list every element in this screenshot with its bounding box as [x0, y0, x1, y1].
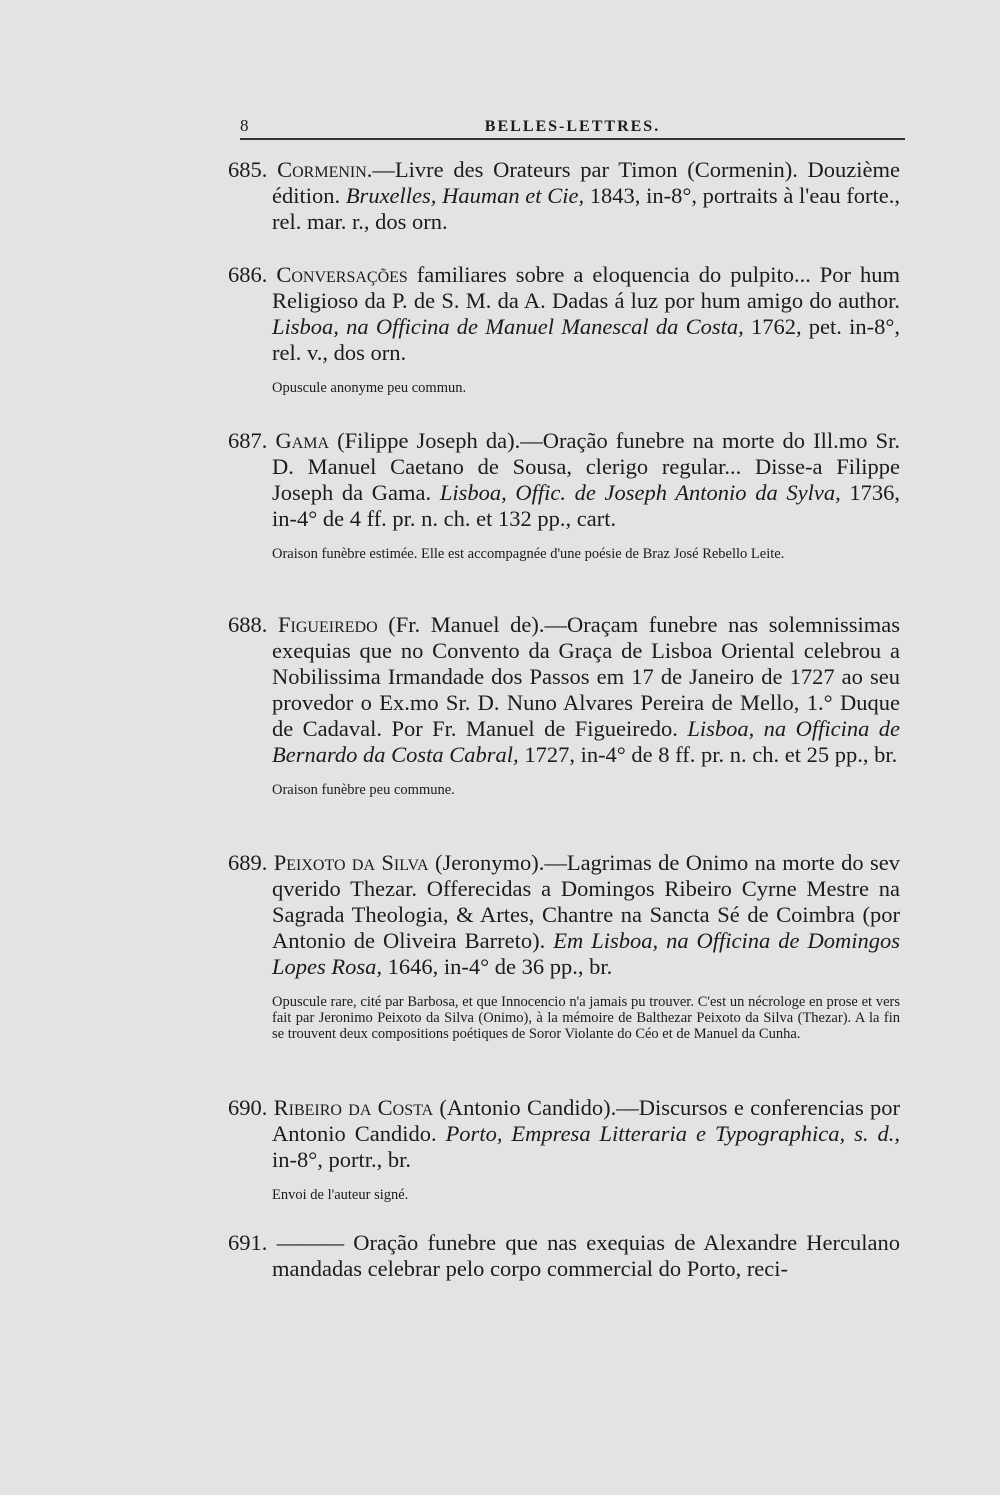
entry-688 [228, 612, 900, 798]
entry-text: 688. Figueiredo (Fr. Manuel de).—Oraçam funebre nas solemnissimas exequias que no Convento da Graça de Lisboa Oriental celebrou a Nobilissima Irmandade dos Passos em 17 de Janeiro de 1727 ao seu provedor o Ex.mo Sr. D. Nuno Alvares Pereira de Mello, 1.° Duque de Cadaval. Por Fr. Manuel de Figueiredo. Lisboa, na Officina de Bernardo da Costa Cabral, 1727, in-4° de 8 ff. pr. n. ch. et 25 pp., br. [228, 612, 901, 767]
entry-author: Conversações [276, 262, 408, 287]
entry-imprint: Lisboa, na Officina de Manuel Manescal da Costa, [272, 314, 744, 339]
entry-686 [228, 262, 900, 396]
entry-imprint: Porto, Empresa Litteraria e Typographica, s. d., [445, 1121, 900, 1146]
entry-author: Peixoto da Silva [273, 850, 429, 875]
entry-685 [228, 157, 900, 235]
entry-text: 685. Cormenin.—Livre des Orateurs par Timon (Cormenin). Douzième édition. Bruxelles, Hauman et Cie, 1843, in-8°, portraits à l'eau forte., rel. mar. r., dos orn. [228, 157, 901, 234]
entry-text: 687. Gama (Filippe Joseph da).—Oração funebre na morte do Ill.mo Sr. D. Manuel Caetano de Sousa, clerigo regular... Disse-a Filippe Joseph da Gama. Lisboa, Offic. de Joseph Antonio da Sylva, 1736, in-4° de 4 ff. pr. n. ch. et 132 pp., cart. [228, 428, 901, 531]
entry-text: 686. Conversações familiares sobre a eloquencia do pulpito... Por hum Religioso da P. de S. M. da A. Dadas á luz por hum amigo do author. Lisboa, na Officina de Manuel Manescal da Costa, 1762, pet. in-8°, rel. v., dos orn. [228, 262, 901, 365]
entry-author: Ribeiro da Costa [273, 1095, 434, 1120]
entry-note: Oraison funèbre peu commune. [272, 782, 455, 798]
entry-690 [228, 1095, 900, 1203]
entry-689 [228, 850, 900, 1042]
entry-note: Opuscule anonyme peu commun. [272, 380, 467, 396]
entry-imprint: Em Lisboa, na Officina de Domingos Lopes Rosa, [272, 928, 900, 979]
entry-note: Oraison funèbre estimée. Elle est accompagnée d'une poésie de Braz José Rebello Leite. [272, 546, 785, 562]
entry-note: Opuscule rare, cité par Barbosa, et que Innocencio n'a jamais pu trouver. C'est un nécrologe en prose et vers fait par Jeronimo Peixoto da Silva (Onimo), à la mémoire de Balthezar Peixoto da Silva (Thezar). A la fin se trouvent deux compositions poétiques de Soror Violante do Céo et de Manuel da Cunha. [272, 994, 900, 1042]
running-title: BELLES-LETTRES. [484, 118, 661, 135]
entry-author: Figueiredo [278, 612, 378, 637]
entry-author: Cormenin. [277, 157, 373, 182]
entry-text: 689. Peixoto da Silva (Jeronymo).—Lagrimas de Onimo na morte do sev qverido Thezar. Offerecidas a Domingos Ribeiro Cyrne Mestre na Sagrada Theologia, & Artes, Chantre na Sancta Sé de Coimbra (por Antonio de Oliveira Barreto). Em Lisboa, na Officina de Domingos Lopes Rosa, 1646, in-4° de 36 pp., br. [228, 850, 901, 979]
entry-text: 690. Ribeiro da Costa (Antonio Candido).—Discursos e conferencias por Antonio Candido. Porto, Empresa Litteraria e Typographica, s. d., in-8°, portr., br. [228, 1095, 901, 1172]
entry-691 [228, 1230, 900, 1282]
running-header [240, 116, 905, 140]
entry-note: Envoi de l'auteur signé. [272, 1187, 409, 1203]
entry-imprint: Bruxelles, Hauman et Cie, [345, 183, 585, 208]
entry-author: ——— [276, 1230, 345, 1255]
entry-author: Gama [275, 428, 330, 453]
entry-687 [228, 428, 900, 562]
entry-imprint: Lisboa, na Officina de Bernardo da Costa Cabral, [272, 716, 900, 767]
entry-imprint: Lisboa, Offic. de Joseph Antonio da Sylva, [439, 480, 841, 505]
entry-text: 691. ——— Oração funebre que nas exequias de Alexandre Herculano mandadas celebrar pelo corpo commercial do Porto, reci- [228, 1230, 901, 1281]
page-number: 8 [240, 116, 249, 135]
